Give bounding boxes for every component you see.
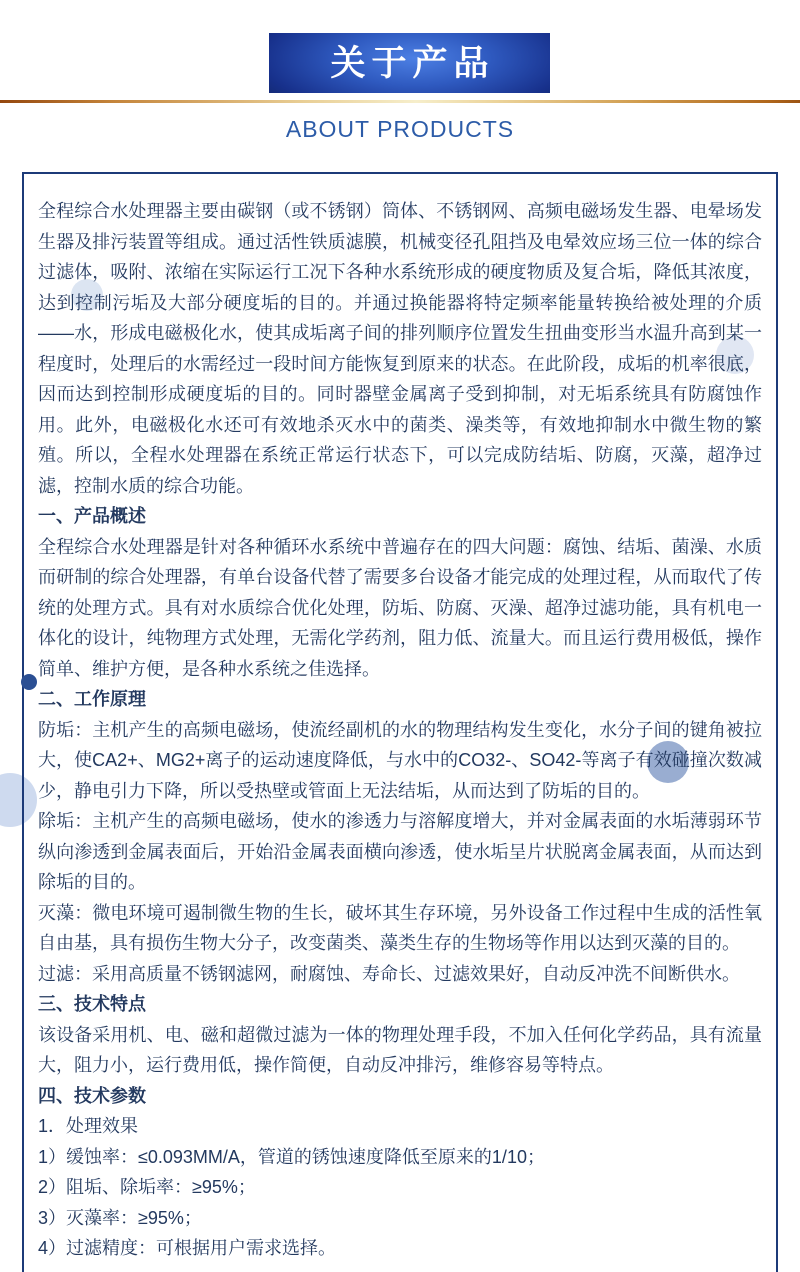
paragraph: 灭藻：微电环境可遏制微生物的生长，破坏其生存环境，另外设备工作过程中生成的活性氧自由基，具有损伤生物大分子，改变菌类、藻类生存的生物场等作用以达到灭藻的目的。 (38, 902, 762, 953)
intro-paragraph: 全程综合水处理器主要由碳钢（或不锈钢）筒体、不锈钢网、高频电磁场发生器、电晕场发生器及排污装置等组成。通过活性铁质滤膜，机械变径孔阻挡及电晕效应场三位一体的综合过滤体，吸附、浓缩在实际运行工况下各种水系统形成的硬度物质及复合垢，降低其浓度，达到控制污垢及大部分硬度垢的目的。并通过换能器将特定频率能量转换给被处理的介质——水，形成电磁极化水，使其成垢离子间的排列顺序位置发生扭曲变形当水温升高到某一程度时，处理后的水需经过一段时间方能恢复到原来的状态。在此阶段，成垢的机率很底，因而达到控制形成硬度垢的目的。同时器壁金属离子受到抑制，对无垢系统具有防腐蚀作用。此外，电磁极化水还可有效地杀灭水中的菌类、澡类等，有效地抑制水中微生物的繁殖。所以，全程水处理器在系统正常运行状态下，可以完成防结垢、防腐，灭藻，超净过滤，控制水质的综合功能。 (38, 201, 762, 496)
paragraph: 全程综合水处理器是针对各种循环水系统中普遍存在的四大问题：腐蚀、结垢、菌澡、水质而研制的综合处理器，有单台设备代替了需要多台设备才能完成的处理过程，从而取代了传统的处理方式。具有对水质综合优化处理，防垢、防腐、灭澡、超净过滤功能，具有机电一体化的设计，纯物理方式处理，无需化学药剂，阻力低、流量大。而且运行费用极低，操作简单、维护方便，是各种水系统之佳选择。 (38, 536, 762, 679)
section-heading: 四、技术参数 (38, 1085, 146, 1106)
paragraph: 2）阻垢、除垢率：≥95%； (38, 1177, 256, 1197)
section-heading: 一、产品概述 (38, 506, 146, 526)
paragraph: 过滤：采用高质量不锈钢滤网，耐腐蚀、寿命长、过滤效果好，自动反冲洗不间断供水。 (38, 963, 740, 984)
decorative-dot (21, 674, 37, 690)
product-description-text (38, 196, 762, 1264)
paragraph: 除垢：主机产生的高频电磁场，使水的渗透力与溶解度增大，并对金属表面的水垢薄弱环节纵向渗透到金属表面后，开始沿金属表面横向渗透，使水垢呈片状脱离金属表面，从而达到除垢的目的。 (38, 811, 762, 892)
banner-title: 关于产品 (330, 43, 495, 83)
paragraph: 4）过滤精度：可根据用户需求选择。 (38, 1238, 337, 1258)
paragraph: 1）缓蚀率：≤0.093MM/A，管道的锈蚀速度降低至原来的1/10； (38, 1146, 545, 1167)
product-description-box (22, 172, 778, 1272)
section-heading: 三、技术特点 (38, 994, 146, 1014)
section-subtitle: ABOUT PRODUCTS (285, 116, 515, 142)
paragraph: 防垢：主机产生的高频电磁场，使流经副机的水的物理结构发生变化，水分子间的键角被拉大，使CA2+、MG2+离子的运动速度降低，与水中的CO32-、SO42-等离子有效碰撞次数减少，静电引力下降，所以受热壁或管面上无法结垢，从而达到了防垢的目的。 (38, 719, 762, 801)
gold-divider-line (0, 100, 800, 103)
section-heading: 二、工作原理 (38, 689, 146, 709)
paragraph: 该设备采用机、电、磁和超微过滤为一体的物理处理手段，不加入任何化学药品，具有流量大，阻力小，运行费用低，操作简便，自动反冲排污，维修容易等特点。 (38, 1024, 762, 1075)
paragraph: 1．处理效果 (38, 1116, 139, 1136)
section-banner (269, 33, 550, 93)
paragraph: 3）灭藻率：≥95%； (38, 1207, 202, 1228)
sections (38, 501, 762, 1264)
